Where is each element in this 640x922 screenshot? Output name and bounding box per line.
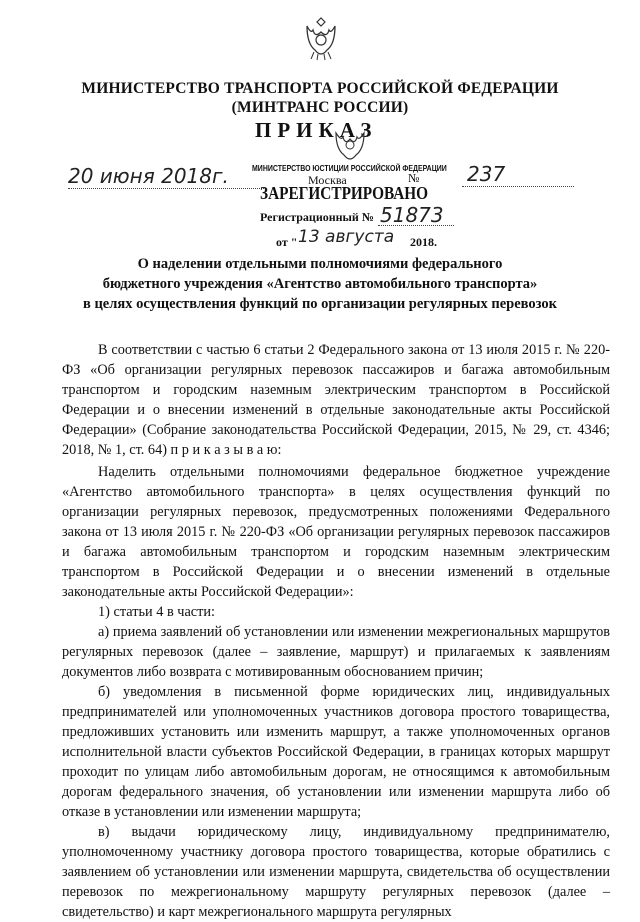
stamp-date-prefix: от ": [276, 235, 298, 249]
clause-1c: в) выдачи юридическому лицу, индивидуальному предпринимателю, уполномоченному участнику договора простого товарищества, которые обратились с заявлением об установлении или изменении маршрута, свидетельства об осуществлении перевозок по межрегиональному маршруту регулярных перевозок (далее – свидетельство) и карт межрегионального маршрута регулярных: [62, 824, 610, 920]
stamp-date-handwritten: 13 августа: [298, 227, 395, 247]
clause-main: Наделить отдельными полномочиями федеральное бюджетное учреждение «Агентство автомобильного транспорта» в целях осуществления функций по организации регулярных перевозок, предусмотренных положениями Федерального закона от 13 июля 2015 г. № 220-ФЗ «Об организации регулярных перевозок пассажиров и багажа автомобильным транспортом и городским наземным электрическим транспортом в Российской Федерации и о внесении изменений в отдельные законодательные акты Российской Федерации»:: [62, 464, 610, 600]
clause-1a: а) приема заявлений об установлении или изменении межрегиональных маршрутов регулярных перевозок (далее – заявление, маршрут) и прилагаемых к заявлениям документов либо возврата с мотивированным обоснованием причин;: [62, 624, 610, 680]
clause-1: 1) статьи 4 в части:: [98, 604, 216, 620]
stamp-emblem-icon: [332, 125, 368, 165]
preamble-text: В соответствии с частью 6 статьи 2 Федерального закона от 13 июля 2015 г. № 220-ФЗ «Об организации регулярных перевозок пассажиров и багажа автомобильным транспортом и городским наземным электрическим транспортом в Российской Федерации и о внесении изменений в отдельные законодательные акты Российской Федерации» (Собрание законодательства Российской Федерации, 2015, № 29, ст. 4346; 2018, № 1, ст. 64) п р и к а з ы в а ю:: [62, 342, 610, 458]
order-number-handwritten: 237: [467, 162, 506, 186]
stamp-status: ЗАРЕГИСТРИРОВАНО: [260, 183, 429, 203]
preamble-paragraph: [62, 340, 610, 460]
order-body: [62, 462, 610, 922]
coat-of-arms-emblem: [301, 14, 341, 62]
stamp-reg-label: Регистрационный №: [260, 210, 374, 224]
order-number-underline: [462, 186, 574, 187]
title-line-3: в целях осуществления функций по организации регулярных перевозок: [82, 296, 557, 312]
clause-1b: б) уведомления в письменной форме юридических лиц, индивидуальных предпринимателей или уполномоченных участников договора простого товарищества, предложивших установить или изменить маршрут, а также уполномоченных органов исполнительной власти субъектов Российской Федерации, в границах которых маршрут проходит по улицам либо автомобильным дорогам, не относящимся к автомобильным дорогам федерального значения, об установлении или изменении маршрута либо об отказе в установлении или изменении маршрута;: [62, 684, 610, 820]
order-heading: ПРИКАЗ: [255, 118, 378, 142]
order-city: Москва: [308, 173, 347, 187]
title-line-1: О наделении отдельными полномочиями федерального: [137, 256, 503, 272]
order-number-label: №: [408, 171, 420, 185]
reg-number-underline: [378, 225, 454, 226]
title-line-2: бюджетного учреждения «Агентство автомобильного транспорта»: [102, 276, 538, 292]
stamp-reg-number: 51873: [380, 203, 444, 227]
ministry-short-name: (МИНТРАНС РОССИИ): [231, 99, 409, 116]
order-title: [60, 254, 580, 314]
order-date-handwritten: 20 июня 2018г.: [68, 164, 229, 188]
stamp-org: МИНИСТЕРСТВО ЮСТИЦИИ РОССИЙСКОЙ ФЕДЕРАЦИИ: [252, 163, 447, 173]
ministry-name: МИНИСТЕРСТВО ТРАНСПОРТА РОССИЙСКОЙ ФЕДЕРАЦИИ: [81, 80, 559, 97]
registration-stamp: [252, 153, 465, 253]
stamp-year: 2018.: [410, 235, 437, 249]
date-underline: [68, 188, 264, 189]
